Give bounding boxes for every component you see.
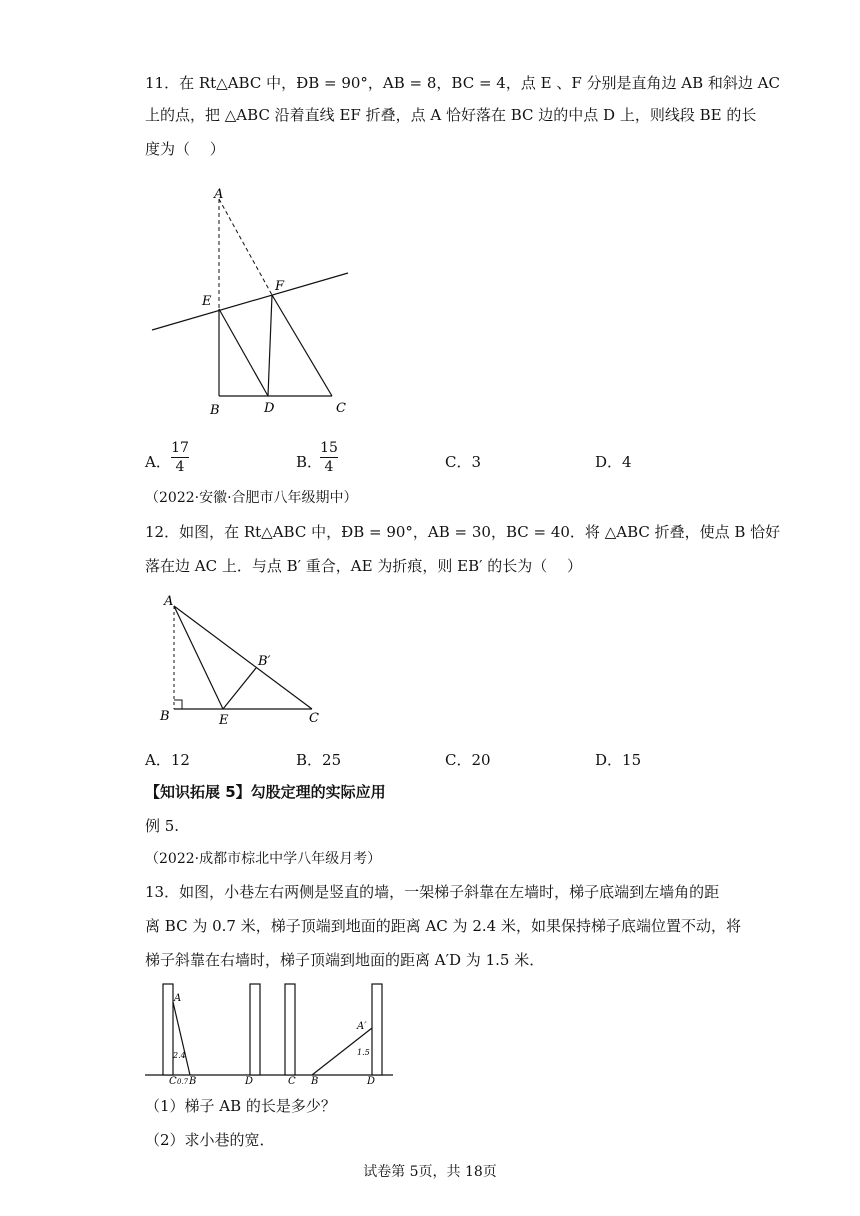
q13-line2: 离 BC 为 0.7 米，梯子顶端到地面的距离 AC 为 2.4 米，如果保持梯子底端位置不动，将 (145, 917, 741, 935)
q13-line3: 梯子斜靠在右墙时，梯子顶端到地面的距离 A′D 为 1.5 米． (145, 951, 545, 969)
q13-label-b: B (189, 1076, 197, 1087)
q11-option-a-fraction (171, 440, 189, 475)
q12-label-a: A (164, 594, 174, 609)
q12-label-e: E (219, 713, 229, 728)
q13-line1: 13．如图，小巷左右两侧是竖直的墙，一架梯子斜靠在左墙时，梯子底端到左墙角的距 (145, 883, 720, 901)
q13-label-0-7: 0.7 (177, 1078, 189, 1086)
q13-label-d: D (245, 1076, 254, 1087)
q12-option-d: D．15 (595, 751, 642, 769)
q11-option-a-den: 4 (175, 459, 185, 475)
q12-line1: 12．如图，在 Rt△ABC 中，ÐB = 90°，AB = 30，BC = 40．将 △ABC 折叠，使点 B 恰好 (145, 523, 781, 541)
q13-sub1: （1）梯子 AB 的长是多少？ (145, 1097, 336, 1115)
q11-option-b-num: 15 (320, 440, 338, 456)
q13-sub2: （2）求小巷的宽． (145, 1131, 275, 1149)
q11-label-c: C (336, 401, 346, 416)
q11-label-b: B (210, 403, 220, 418)
q11-option-b-den: 4 (324, 459, 334, 475)
q12-figure (155, 588, 330, 728)
q11-figure (148, 182, 358, 422)
q13-label-c: C (169, 1076, 177, 1087)
q11-label-a: A (214, 187, 224, 202)
q11-label-e: E (202, 294, 212, 309)
q13-label-2-4: 2.4 (173, 1051, 186, 1060)
q11-line3: 度为（ ） (145, 140, 225, 158)
q12-option-a: A．12 (145, 751, 190, 769)
q13-label-a: A (174, 993, 182, 1004)
q11-option-a-label: A． (145, 453, 171, 471)
example-label: 例 5. (145, 817, 180, 835)
q12-label-b-prime: B′ (258, 654, 271, 669)
q12-label-c: C (309, 711, 319, 726)
q13-label-a-prime: A′ (357, 1021, 367, 1032)
q13-figure (145, 980, 395, 1088)
section-heading: 【知识拓展 5】勾股定理的实际应用 (145, 783, 386, 801)
q12-line2: 落在边 AC 上．与点 B′ 重合，AE 为折痕，则 EB′ 的长为（ ） (145, 557, 583, 575)
q11-line2: 上的点，把 △ABC 沿着直线 EF 折叠，点 A 恰好落在 BC 边的中点 D 上，则线段 BE 的长 (145, 106, 757, 124)
q11-option-a-num: 17 (171, 440, 189, 456)
q11-option-b-fraction (320, 440, 338, 475)
q12-option-c: C．20 (445, 751, 491, 769)
source-q13: （2022·成都市棕北中学八年级月考） (145, 851, 382, 867)
page-footer: 试卷第 5页，共 18页 (363, 1164, 497, 1180)
q11-option-b-label: B． (296, 453, 323, 471)
source-q12: （2022·安徽·合肥市八年级期中） (145, 490, 358, 506)
q11-label-d: D (264, 401, 275, 416)
q13-label-c-right: C (288, 1076, 296, 1087)
q11-label-f: F (275, 279, 285, 294)
q11-line1: 11．在 Rt△ABC 中，ÐB = 90°，AB = 8，BC = 4，点 E 、F 分别是直角边 AB 和斜边 AC (145, 74, 780, 92)
q13-label-d-right: D (367, 1076, 376, 1087)
q12-option-b: B．25 (296, 751, 342, 769)
q12-label-b: B (160, 709, 170, 724)
q11-option-d: D．4 (595, 453, 632, 471)
q13-label-b-right: B (311, 1076, 319, 1087)
q11-option-c: C．3 (445, 453, 482, 471)
q13-label-1-5: 1.5 (357, 1048, 370, 1057)
